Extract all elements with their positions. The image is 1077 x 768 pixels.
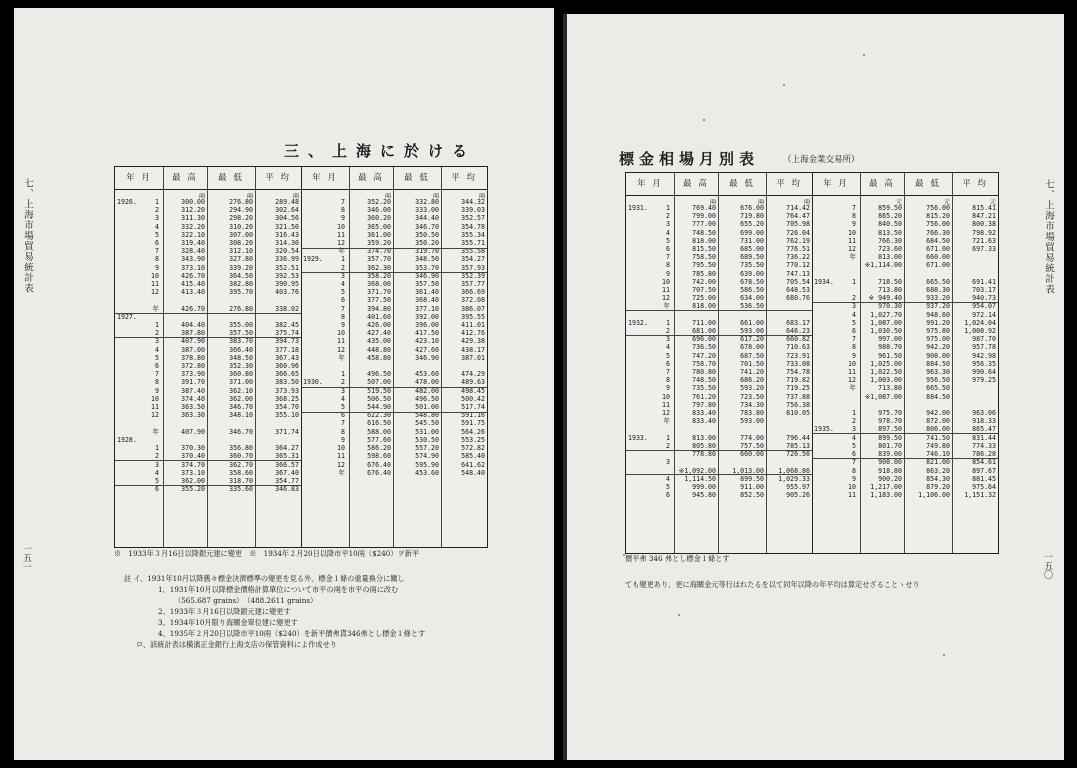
avg-column: 289.48 302.64 304.56 321.50 316.43 314.30 320.54 336.99 352.51 392.53 390.95 403.76 338.02 382.45 375.74 394.73 377.18 367.43 360.96 366.65 383.50 373.93 368.25 354.70 355.10 371.74 364.27 365.31 366.57 367.40 354.77 346.83	[275, 198, 299, 494]
year-column: 1926. 1927. 1928.	[117, 198, 137, 444]
unit-label: 元	[895, 199, 902, 206]
avg-column: 815.41 847.21 800.38 798.92 721.63 697.33 691.41 703.17 940.73 954.07 972.14 1,024.04 1,008.92 987.70 957.78 942.98 956.35 990.64 979.25 963.06 918.33 865.47 831.44 774.33 786.28 854.61 897.67 881.45 975.64 1,151.32	[964, 204, 996, 500]
header-cell: 平 均	[451, 173, 477, 183]
unit-label: 兩	[432, 193, 439, 200]
low-column: 276.80 294.90 298.20 310.20 307.00 308.20 312.10 327.80 339.20 364.50 382.80 395.70 276.80 355.00 357.50 383.70 366.40 348.50 352.30 360.80 371.00 362.10 362.00 346.70 348.10 346.70 356.80 360.70 362.70 358.60 318.70 335.60	[229, 198, 253, 494]
note-line: 2、1933年３月16日以降銀元建に變更す	[158, 607, 291, 616]
page-number: 一五一	[21, 544, 31, 571]
low-column: 676.00 719.80 655.20 699.00 731.00 685.00 689.50 735.50 639.00 678.50 586.50 634.00 536.50 661.00 593.00 617.20 678.00 687.50 701.50 741.20 686.20 593.20 723.50 734.30 783.80 593.00 774.00 757.50 660.00 1,013.00 899.50 911.00 852.50	[732, 204, 764, 500]
avg-column: 714.42 764.47 705.98 726.04 762.19 776.51 736.22 770.12 747.13 705.54 648.53 680.76 683.17 646.23 660.82 710.63 723.91 733.08 754.78 719.82 719.25 737.88 756.38 810.05 796.44 785.13 726.56 1,068.86 1,029.33 955.97 905.26	[778, 204, 810, 500]
low-column: 756.00 815.20 756.00 766.30 684.50 671.00 660.00 671.00 665.50 688.30 933.20 937.20 948.60 991.20 975.80 975.00 942.20 908.00 884.50 963.30 956.50 665.50 884.50 942.00 872.00 806.00 741.50 749.80 746.10 821.00 863.20 854.30 879.20 1,106.00	[918, 204, 950, 500]
unit-label: 兩	[478, 193, 485, 200]
header-cell: 最 高	[869, 179, 895, 189]
unit-label: 兩	[384, 193, 391, 200]
high-column: 352.20 346.00 360.20 365.00 361.00 359.20 374.70 357.70 362.30 358.20 368.00 371.70 377.50 394.80 401.60 426.00 427.40 435.00 448.80 458.80 496.50 507.00 519.50 506.50 544.90 622.30 616.50 588.00 577.60 586.20 598.60 676.40 676.40	[367, 198, 391, 477]
header-cell: 年 月	[312, 173, 338, 183]
left-side-title: 七、上海市場貿易統計表	[22, 178, 33, 294]
right-data-table	[625, 172, 999, 554]
table-footnote: ※ 1933年３月16日以降銀元建に變更 ※ 1934年２月20日以降市平10兩（$240）ヲ新平	[114, 549, 420, 558]
header-cell: 最 高	[358, 173, 384, 183]
year-column: 1934. 1935.	[814, 277, 834, 434]
header-cell: 年 月	[823, 179, 849, 189]
unit-label: 兩	[709, 199, 716, 206]
left-page-title: 三、上海に於ける	[284, 142, 477, 160]
month-column: 1 2 3 4 5 6 7 8 9 10 11 12 年 1 2 3 4 5 6 7 8 9 10 11 12 年 1 2 3 4 5 6	[151, 198, 159, 494]
header-cell: 平 均	[776, 179, 802, 189]
year-column: 1931. 1932. 1933.	[628, 204, 648, 442]
unit-label: 元	[943, 199, 950, 206]
right-page-subtitle: （上海金業交易所）	[783, 155, 860, 165]
header-cell: 最 高	[683, 179, 709, 189]
right-page	[563, 14, 1064, 760]
left-page	[14, 8, 554, 760]
header-cell: 最 低	[915, 179, 941, 189]
page-number: 一五〇	[1042, 552, 1052, 579]
unit-label: 兩	[198, 193, 205, 200]
note-line: ロ、該統計表は橫濱正金銀行上海支店の保管資料によ作成せり	[136, 640, 337, 649]
header-cell: 平 均	[265, 173, 291, 183]
unit-label: 元	[989, 199, 996, 206]
note-line: 4、1935年２月20日以降市平10兩（$240）を新平價弗貨346弗とし標金１條とす	[158, 629, 426, 638]
note-line: 1、1931年10月以降標金價格計算單位について市平の兩を市平の兩に改む	[158, 585, 399, 594]
table-footnote: 價平弗 346 弗とし標金１條とす	[625, 554, 730, 563]
header-cell: 年 月	[637, 179, 663, 189]
header-cell: 最 高	[172, 173, 198, 183]
month-column: 7 8 9 10 11 12 年 1 2 3 4 5 6 7 8 9 10 11 12 年 1 2 3 4 5 6 7 8 9 10 11 12 年	[337, 198, 345, 477]
left-data-table	[114, 166, 488, 548]
unit-label: 兩	[757, 199, 764, 206]
right-side-title: 七、上海市場貿易統計表	[1043, 179, 1054, 295]
high-column: 769.40 799.00 777.00 748.50 818.00 815.50 758.50 795.50 785.80 742.00 707.50 725.00 818.00 711.00 681.00 696.00 736.50 747.20 758.70 780.80 748.50 735.50 761.20 797.80 833.40 833.40 813.00 805.80 778.80 ※1,092.00 1,114.50 999.00 945.80	[678, 204, 716, 500]
avg-column: 344.32 339.03 352.57 354.78 355.34 355.71 355.58 354.27 357.93 352.39 357.77 366.69 372.08 386.07 395.55 411.01 412.76 429.38 438.17 387.01 474.29 489.63 498.45 500.42 517.74 591.16 591.75 564.26 553.25 572.82 585.40 641.62 548.40	[461, 198, 485, 477]
low-column: 332.80 333.00 344.40 346.70 350.50 350.20 319.70 348.50 353.70 346.90 357.50 361.40 368.40 377.10 392.00 396.00 417.50 423.10 427.60 346.90 453.60 478.00 482.00 496.50 501.00 548.80 545.50 531.00 530.50 557.20 574.90 595.90 453.60	[415, 198, 439, 477]
high-column: 300.00 312.20 311.30 332.20 322.10 319.40 328.40 343.90 373.10 426.70 415.40 413.40 426.70 404.40 387.80 407.90 387.00 378.80 372.80 373.90 391.70 387.40 374.40 363.50 363.30 407.90 370.30 370.40 374.70 373.10 362.00 355.20	[181, 198, 205, 494]
month-column: 7 8 9 10 11 12 年 1 2 3 4 5 6 7 8 9 10 11 12 年 1 2 3 4 5 6 7 8 9 10 11	[848, 204, 856, 500]
unit-label: 兩	[246, 193, 253, 200]
note-line: 註 イ、1931年10月以降舊々標金決濟標準の變更を見る外、標金１條の重量換分に關し	[124, 574, 405, 583]
header-cell: 最 低	[218, 173, 244, 183]
unit-label: 兩	[292, 193, 299, 200]
unit-label: 兩	[803, 199, 810, 206]
high-column: 859.50 865.20 840.50 813.50 766.30 723.60 813.00 ※1,114.00 718.50 713.80 ※ 949.40 970.30 1,027.70 1,087.00 1,030.50 997.00 988.70 961.50 1,025.00 1,022.50 1,003.00 713.80 ※1,087.00 975.70 978.70 897.50 899.50 801.70 839.00 908.00 918.80 900.20 1,217.00 1,183.00	[864, 204, 902, 500]
month-column: 1 2 3 4 5 6 7 8 9 10 11 12 年 1 2 3 4 5 6 7 8 9 10 11 12 年 1 2 3 4 5 6	[662, 204, 670, 500]
note-continuation: ても變更あり、更に海關金元等行はれたるを以て同年以降の年平均は算定せざることゝせり	[625, 580, 920, 589]
header-cell: 平 均	[962, 179, 988, 189]
note-line: 3、1934年10月限り海關金單位建に變更す	[158, 618, 298, 627]
header-cell: 年 月	[126, 173, 152, 183]
note-line: （565.687 grains） （488.2611 grains）	[174, 596, 318, 605]
year-column: 1929. 1930.	[303, 255, 323, 387]
right-page-title: 標金相場月別表	[619, 150, 760, 168]
header-cell: 最 低	[404, 173, 430, 183]
header-cell: 最 低	[729, 179, 755, 189]
